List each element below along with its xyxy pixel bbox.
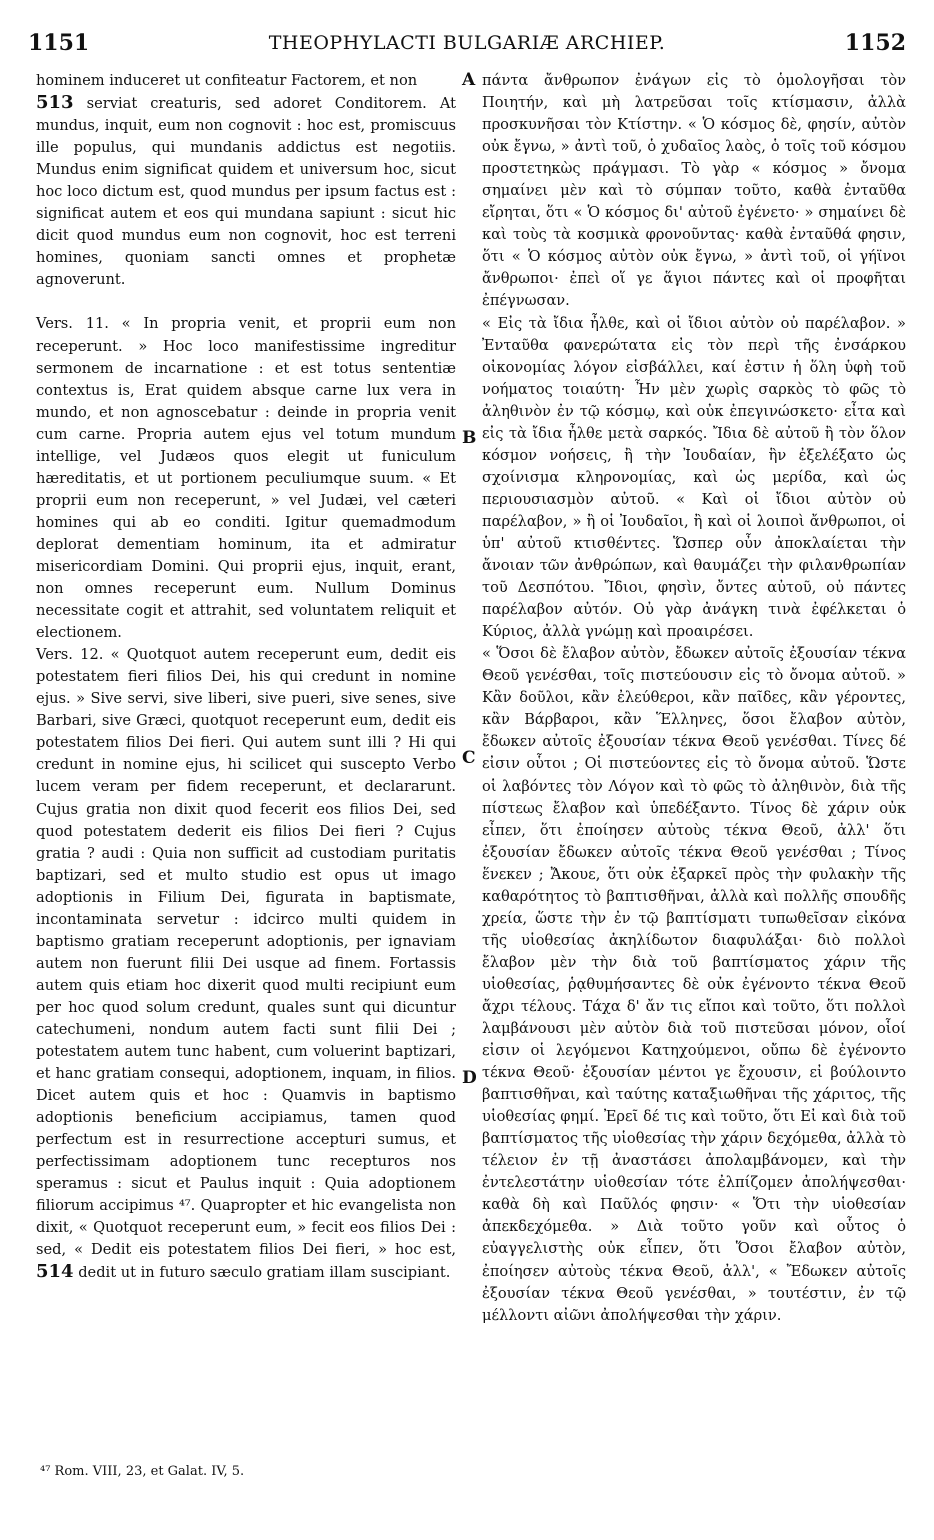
latin-text-1b: serviat creaturis, sed adoret Conditorem. At mundus, inquit, eum non cognovit : hoc est, promiscuus ille populus, qui mundanis addictus est negotiis. Mundus enim significat quidem et universum hoc, sicut hoc loco dictum est, quod mundus per ipsum factus est : significat autem et eos qui mundana sapiunt : sicut hic dicit quod mundus eum non cognovit, hoc est terreni homines, quoniam sancti omnes et prophetæ agnoverunt. bbox=[36, 95, 456, 289]
latin-column bbox=[36, 70, 456, 1285]
migne-ref-514: 514 bbox=[36, 1261, 74, 1283]
latin-text-3a: Vers. 12. « Quotquot autem receperunt eum, dedit eis potestatem fieri filios Dei, his qui credunt in nomine ejus. » Sive servi, sive liberi, sive pueri, sive senes, sive Barbari, sive Græci, quotquot receperunt eum, dedit eis potestatem filios Dei fieri. Qui autem sunt illi ? Hi qui credunt in nomine ejus, hi scilicet qui suscepto Verbo lucem veram per fidem receperunt, et declararunt. Cujus gratia non dixit quod fecerit eos filios Dei, sed quod potestatem dederit eis filios Dei fieri ? Cujus gratia ? audi : Quia non sufficit ad custodiam puritatis baptizari, sed et multo studio est opus ut imago adoptionis in Filium Dei, figurata in baptismate, incontaminata servetur : idcirco multi quidem in baptismo gratiam receperunt adoptionis, per ignaviam autem non fuerunt filii Dei usque ad finem. Fortassis autem quis etiam hoc dixerit quod multi recipiunt eum per hoc quod solum credunt, quales sunt qui dicuntur catechumeni, nondum autem facti sunt filii Dei ; potestatem autem tunc habent, cum voluerint baptizari, et hanc gratiam consequi, adoptionem, inquam, in filios. Dicet autem quis et hoc : Quamvis in baptismo adoptionis beneficium accipiamus, tamen quod perfectum est in resurrectione accepturi sumus, et perfectissimam adoptionem tunc recepturos nos speramus : sicut et Paulus inquit : Quia adoptionem filiorum accipimus ⁴⁷. Quapropter et hic evangelista non dixit, « Quotquot receperunt eum, » fecit eos filios Dei : sed, « Dedit eis potestatem filios Dei fieri, » hoc est, bbox=[36, 646, 456, 1259]
latin-text-3b: dedit ut in futuro sæculo gratiam illam suscipiant. bbox=[73, 1264, 451, 1282]
migne-ref-513: 513 bbox=[36, 92, 74, 114]
page-header bbox=[28, 30, 906, 64]
latin-paragraph-1 bbox=[36, 70, 456, 291]
greek-paragraph-2: « Εἰς τὰ ἴδια ἦλθε, καὶ οἱ ἴδιοι αὐτὸν οὐ παρέλαβον. » Ἐνταῦθα φανερώτατα εἰς τὸν περὶ τῆς ἐνσάρκου οἰκονομίας λόγον εἰσβάλλει, καί ἐστιν ἡ ὅλη ὑφὴ τοῦ νοήματος τοιαύτη· Ἦν μὲν χωρὶς σαρκὸς τὸ φῶς τὸ ἀληθινὸν ἐν τῷ κόσμῳ, καὶ οὐκ ἐπεγινώσκετο· εἶτα καὶ εἰς τὰ ἴδια ἦλθε μετὰ σαρκός. Ἴδια δὲ αὐτοῦ ἢ τὸν ὅλον κόσμον νοήσεις, ἢ τὴν Ἰουδαίαν, ἣν ἐξελέξατο ὡς σχοίνισμα κληρονομίας, καὶ ὡς μερίδα, καὶ ὡς περιουσιασμὸν αὐτοῦ. « Καὶ οἱ ἴδιοι αὐτὸν οὐ παρέλαβον, » ἢ οἱ Ἰουδαῖοι, ἢ καὶ οἱ λοιποὶ ἄνθρωποι, οἱ ὑπ' αὐτοῦ κτισθέντες. Ὥσπερ οὖν ἀποκλαίεται τὴν ἄνοιαν τῶν ἀνθρώπων, καὶ θαυμάζει τὴν φιλανθρωπίαν τοῦ Δεσπότου. Ἴδιοι, φησὶν, ὄντες αὐτοῦ, οὐ πάντες παρέλαβον αὐτόν. Οὐ γὰρ ἀνάγκη τινὰ ἐφέλκεται ὁ Κύριος, ἀλλὰ γνώμῃ καὶ προαιρέσει. bbox=[482, 314, 906, 641]
margin-letter-d: D bbox=[462, 1068, 477, 1088]
greek-paragraph-3: « Ὅσοι δὲ ἔλαβον αὐτὸν, ἔδωκεν αὐτοῖς ἐξουσίαν τέκνα Θεοῦ γενέσθαι, τοῖς πιστεύουσιν εἰς τὸ ὄνομα αὐτοῦ. » Κἂν δοῦλοι, κἂν ἐλεύθεροι, κἂν παῖδες, κἂν γέροντες, κἂν Βάρβαροι, κἂν Ἕλληνες, ὅσοι ἔλαβον αὐτὸν, ἔδωκεν αὐτοῖς ἐξουσίαν τέκνα Θεοῦ γενέσθαι. Τίνες δέ εἰσιν οὗτοι ; Οἱ πιστεύοντες εἰς τὸ ὄνομα αὐτοῦ. Ὥστε οἱ λαβόντες τὸν Λόγον καὶ τὸ φῶς τὸ ἀληθινὸν, διὰ τῆς πίστεως ἔλαβον καὶ ὑπεδέξαντο. Τίνος δὲ χάριν οὐκ εἶπεν, ὅτι ἐποίησεν αὐτοὺς τέκνα Θεοῦ, ἀλλ' ὅτι ἐξουσίαν ἔδωκεν αὐτοῖς τέκνα Θεοῦ γενέσθαι ; Τίνος ἕνεκεν ; Ἄκουε, ὅτι οὐκ ἐξαρκεῖ πρὸς τὴν φυλακὴν τῆς καθαρότητος τὸ βαπτισθῆναι, ἀλλὰ καὶ πολλῆς σπουδῆς χρεία, ὥστε τὴν ἐν τῷ βαπτίσματι τυπωθεῖσαν εἰκόνα τῆς υἱοθεσίας ἀκηλίδωτον διαφυλάξαι· διὸ πολλοὶ ἔλαβον μὲν τὴν διὰ τοῦ βαπτίσματος χάριν τῆς υἱοθεσίας, ῥᾳθυμήσαντες δὲ οὐκ ἐγένοντο τέκνα Θεοῦ ἄχρι τέλους. Τάχα δ' ἄν τις εἴποι καὶ τοῦτο, ὅτι πολλοὶ λαμβάνουσι μὲν αὐτὸν διὰ τοῦ πιστεῦσαι μόνον, οἷοί εἰσιν οἱ λεγόμενοι Κατηχούμενοι, οὔπω δὲ ἐγένοντο τέκνα Θεοῦ· ἐξουσίαν μέντοι γε ἔχουσιν, εἰ βούλοιντο βαπτισθῆναι, καὶ ταύτης καταξιωθῆναι τῆς χάριτος, τῆς υἱοθεσίας φημί. Ἐρεῖ δέ τις καὶ τοῦτο, ὅτι Εἰ καὶ διὰ τοῦ βαπτίσματος τῆς υἱοθεσίας τὴν χάριν δεχόμεθα, ἀλλὰ τὸ τέλειον ἐν τῇ ἀναστάσει ἀπολαμβάνομεν, καὶ τὴν ἐντελεστάτην υἱοθεσίαν τότε ἐλπίζομεν ἀπολήψεσθαι· καθὰ δὴ καὶ Παῦλός φησιν· « Ὅτι τὴν υἱοθεσίαν ἀπεκδεχόμεθα. » Διὰ τοῦτο γοῦν καὶ οὗτος ὁ εὐαγγελιστὴς οὐκ εἶπεν, ὅτι Ὅσοι ἔλαβον αὐτὸν, ἐποίησεν αὐτοὺς τέκνα Θεοῦ, ἀλλ', « Ἔδωκεν αὐτοῖς ἐξουσίαν τέκνα Θεοῦ γενέσθαι, » τουτέστιν, ἐν τῷ μέλλοντι αἰῶνι ἀπολήψεσθαι τὴν χάριν. bbox=[482, 645, 906, 1324]
running-title: THEOPHYLACTI BULGARIÆ ARCHIEP. bbox=[268, 32, 666, 54]
latin-paragraph-3 bbox=[36, 644, 456, 1284]
margin-letter-b: B bbox=[462, 428, 477, 448]
margin-letter-a: A bbox=[462, 70, 476, 90]
footnote: ⁴⁷ Rom. VIII, 23, et Galat. IV, 5. bbox=[40, 1464, 245, 1479]
margin-letter-c: C bbox=[462, 748, 476, 768]
greek-column bbox=[482, 70, 906, 1327]
greek-paragraph-1: πάντα ἄνθρωπον ἐνάγων εἰς τὸ ὁμολογῆσαι τὸν Ποιητήν, καὶ μὴ λατρεῦσαι τοῖς κτίσμασιν, ἀλλὰ προσκυνῆσαι τὸν Κτίστην. « Ὁ κόσμος δὲ, φησίν, αὐτὸν οὐκ ἔγνω, » ἀντὶ τοῦ, ὁ χυδαῖος λαὸς, ὁ τοῖς τοῦ κόσμου προστετηκὼς πράγμασι. Τὸ γὰρ « κόσμος » ὄνομα σημαίνει μὲν καὶ τὸ σύμπαν τοῦτο, καθὰ ἐνταῦθα εἴρηται, ὅτι « Ὁ κόσμος δι' αὐτοῦ ἐγένετο· » σημαίνει δὲ καὶ τοὺς τὰ κοσμικὰ φρονοῦντας· καθὰ ἐνταῦθά φησιν, ὅτι « Ὁ κόσμος αὐτὸν οὐκ ἔγνω, » ἀντὶ τοῦ, οἱ γήϊνοι ἄνθρωποι· ἐπεὶ οἵ γε ἅγιοι πάντες καὶ οἱ προφῆται ἐπέγνωσαν. bbox=[482, 72, 906, 310]
latin-text-1a: hominem induceret ut confiteatur Factorem, et non bbox=[36, 72, 418, 89]
column-number-left: 1151 bbox=[28, 30, 90, 56]
latin-paragraph-2: Vers. 11. « In propria venit, et proprii eum non receperunt. » Hoc loco manifestissime ingreditur sermonem de incarnatione : et est totus sententiæ contextus is, Erat quidem absque carne lux vera in mundo, et non agnoscebatur : deinde in propria venit cum carne. Propria autem ejus vel totum mundum intellige, vel Judæos quos elegit ut funiculum hæreditatis, et ut portionem peculiumque suum. « Et proprii eum non receperunt, » vel Judæi, vel cæteri homines qui ab eo conditi. Igitur quemadmodum deplorat dementiam hominum, ita et admiratur misericordiam Domini. Qui proprii ejus, inquit, erant, non omnes receperunt eum. Nullum Dominus necessitate cogit et attrahit, sed voluntatem reliquit et electionem. bbox=[36, 315, 456, 642]
column-number-right: 1152 bbox=[844, 30, 906, 56]
